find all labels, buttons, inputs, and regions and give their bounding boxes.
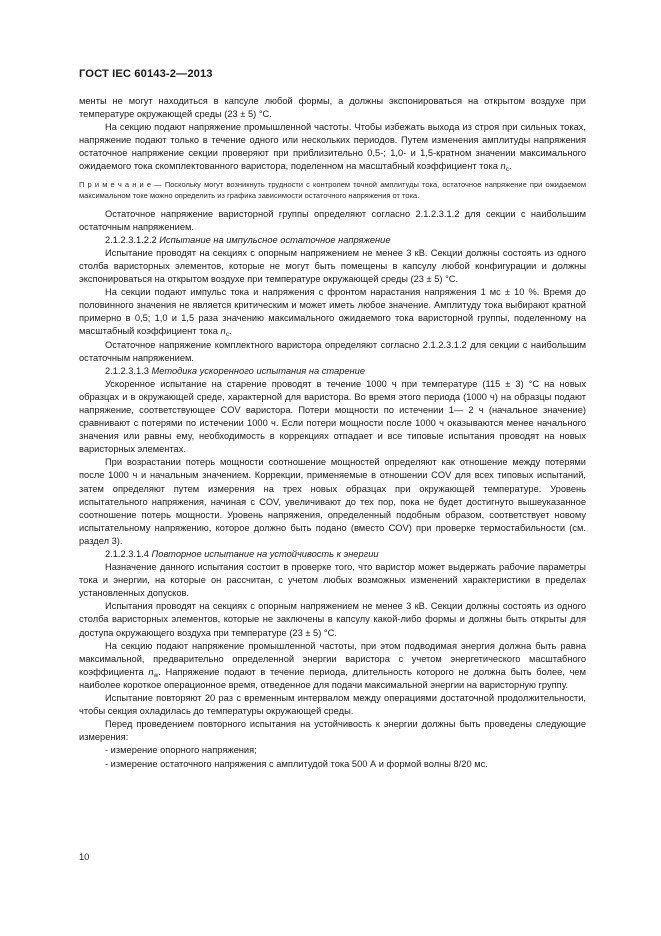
note-text: — Поскольку могут возникнуть трудности с контролем точной амплитуды тока, остаточное напряжение при ожидаемом максимальном токе можно определить из графика зависимости остаточного напряжения от тока. <box>79 179 586 200</box>
section-heading: 2.1.2.3.1.2.2 Испытание на импульсное остаточное напряжение <box>105 234 391 245</box>
paragraph: Назначение данного испытания состоит в проверке того, что варистор может выдержать рабочие параметры тока и энергии, на которые он рассчитан, с учетом любых возможных изменений характеристики в пределах установленных допусков. <box>79 562 586 599</box>
note <box>79 179 586 201</box>
document-header: ГОСТ IEC 60143-2—2013 <box>79 68 213 80</box>
section-heading: 2.1.2.3.1.4 Повторное испытание на устойчивость к энергии <box>105 549 379 559</box>
paragraph: На секцию подают напряжение промышленной частоты. Чтобы избежать выхода из строя при сильных токах, напряжение подают только в течение одного или нескольких периодов. Путем изменения амплитуды напряжения остаточное напряжение секции проверяют при приблизительно 0,5-; 1,0- и 1,5-кратном значении максимального ожидаемого тока скомплектованного варистора, поделенном на масштабный коэффициент тока $n_c$. <box>79 122 586 174</box>
paragraph: При возрастании потерь мощности соотношение мощностей определяют как отношение между потерями после 1000 ч и начальным значением. Коррекции, применяемые в отношении COV для всех типовых испытаний, затем определяют путем измерения на трех новых образцах при окружающей температуре. Уровень испытательного напряжения, начиная с COV, увеличивают до тех пор, пока не будет достигнуто вышеуказанное соотношение потерь мощности. Уровень напряжения, определенный подобным образом, соответствует новому испытательному напряжению, которое должно быть подано (вместо COV) при проверке термостабильности (см. раздел 3). <box>79 457 586 546</box>
document-body <box>79 95 586 771</box>
list-item: - измерение опорного напряжения; <box>105 745 257 756</box>
page-number: 10 <box>79 852 90 862</box>
paragraph: Испытание повторяют 20 раз с временным интервалом между операциями достаточной продолжительности, чтобы секция охладилась до температуры окружающей среды. <box>79 693 586 717</box>
list-item: - измерение остаточного напряжения с амплитудой тока 500 А и формой волны 8/20 мс. <box>105 758 488 769</box>
paragraph: Остаточное напряжение комплектного варистора определяют согласно 2.1.2.3.1.2 для секции с наибольшим остаточным напряжением. <box>79 339 586 363</box>
paragraph: менты не могут находиться в капсуле любой формы, а должны экспонироваться на открытом воздухе при температуре окружающей среды (23 ± 5) °С. <box>79 96 586 120</box>
paragraph: Перед проведением повторного испытания на устойчивость к энергии должны быть проведены следующие измерения: <box>79 719 586 743</box>
paragraph: Испытания проводят на секциях с опорным напряжением не менее 3 кВ. Секции должны состоять из одного столба варисторных элементов, которые не заключены в капсулу какой-либо формы и должны быть открыты для доступа окружающего воздуха при температуре (23 ± 5) °С. <box>79 601 586 638</box>
section-heading: 2.1.2.3.1.3 Методика ускоренного испытания на старение <box>105 365 365 376</box>
paragraph: Ускоренное испытание на старение проводят в течение 1000 ч при температуре (115 ± 3) °С на новых образцах и в окружающей среде, характерной для варистора. Во время этого периода (1000 ч) на образцы подают напряжение, соответствующее COV варистора. Потери мощности по истечении 1— 2 ч (начальное значение) сравнивают с потерями по истечении 1000 ч. Если потери мощности после 1000 ч оказываются менее начального значения или равны ему, необходимость в коррекциях отпадает и все типовые испытания проводят на новых варисторных элементах. <box>79 378 586 455</box>
paragraph: На секцию подают напряжение промышленной частоты, при этом подводимая энергия должна быть равна максимальной, предварительно определенной энергии варистора с учетом энергетического масштабного коэффициента $n_w$. Напряжение подают в течение периода, длительность которого не должна быть более, чем наиболее короткое операционное время, отведенное для подачи максимальной энергии на варисторную группу. <box>79 640 586 690</box>
paragraph: На секции подают импульс тока и напряжения с фронтом нарастания напряжения 1 мс ± 10 %. Время до половинного значения не является критическим и может иметь любое значение. Амплитуду тока выбирают кратной примерно в 0,5; 1,0 и 1,5 раза значению максимального ожидаемого тока варисторной группы, поделенному на масштабный коэффициент тока $n_c$. <box>79 287 586 339</box>
note-label: П р и м е ч а н и е <box>79 179 152 189</box>
paragraph: Испытание проводят на секциях с опорным напряжением не менее 3 кВ. Секции должны состоять из одного столба варисторных элементов, которые не могут быть помещены в капсулу любой конфигурации и должны экспонироваться на открытом воздухе при температуре окружающей среды (23 ± 5) °С. <box>79 247 586 285</box>
paragraph: Остаточное напряжение варисторной группы определяют согласно 2.1.2.3.1.2 для секции с наибольшим остаточным напряжением. <box>79 208 586 232</box>
